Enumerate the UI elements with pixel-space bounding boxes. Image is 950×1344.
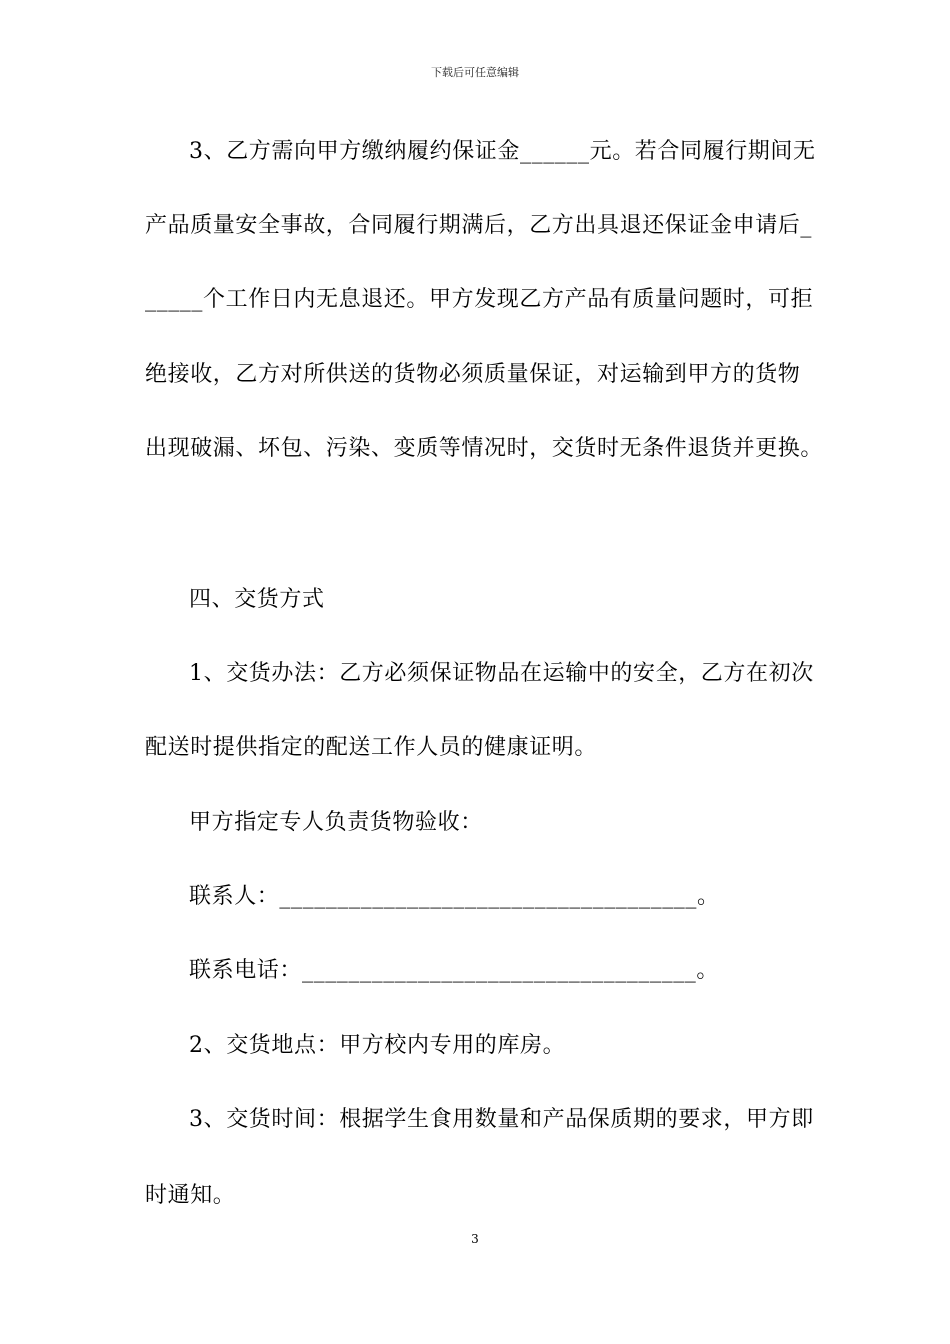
paragraph-delivery-location: 2、交货地点：甲方校内专用的库房。 [189,1033,566,1058]
paragraph-delivery-time-line-1: 3、交货时间：根据学生食用数量和产品保质期的要求，甲方即 [189,1107,814,1132]
contact-person-field: 联系人：____________________________________。 [189,884,720,909]
paragraph-delivery-method-line-2: 配送时提供指定的配送工作人员的健康证明。 [145,735,598,760]
paragraph-deposit-line-4: 绝接收，乙方对所供送的货物必须质量保证，对运输到甲方的货物 [145,362,801,387]
contact-phone-field: 联系电话：__________________________________。 [189,958,720,983]
paragraph-delivery-method-line-1: 1、交货办法：乙方必须保证物品在运输中的安全，乙方在初次 [189,661,814,686]
paragraph-deposit-line-3: _____个工作日内无息退还。甲方发现乙方产品有质量问题时，可拒 [145,287,814,312]
paragraph-delivery-time-line-2: 时通知。 [145,1183,236,1208]
paragraph-deposit-line-5: 出现破漏、坏包、污染、变质等情况时，交货时无条件退货并更换。 [145,436,824,461]
paragraph-acceptance: 甲方指定专人负责货物验收： [189,810,483,835]
page-header: 下载后可任意编辑 [431,66,519,79]
page-number: 3 [471,1232,479,1246]
section-heading: 四、交货方式 [189,587,325,612]
paragraph-deposit-line-1: 3、乙方需向甲方缴纳履约保证金______元。若合同履行期间无 [189,139,816,164]
paragraph-deposit-line-2: 产品质量安全事故，合同履行期满后，乙方出具退还保证金申请后_ [145,213,813,238]
